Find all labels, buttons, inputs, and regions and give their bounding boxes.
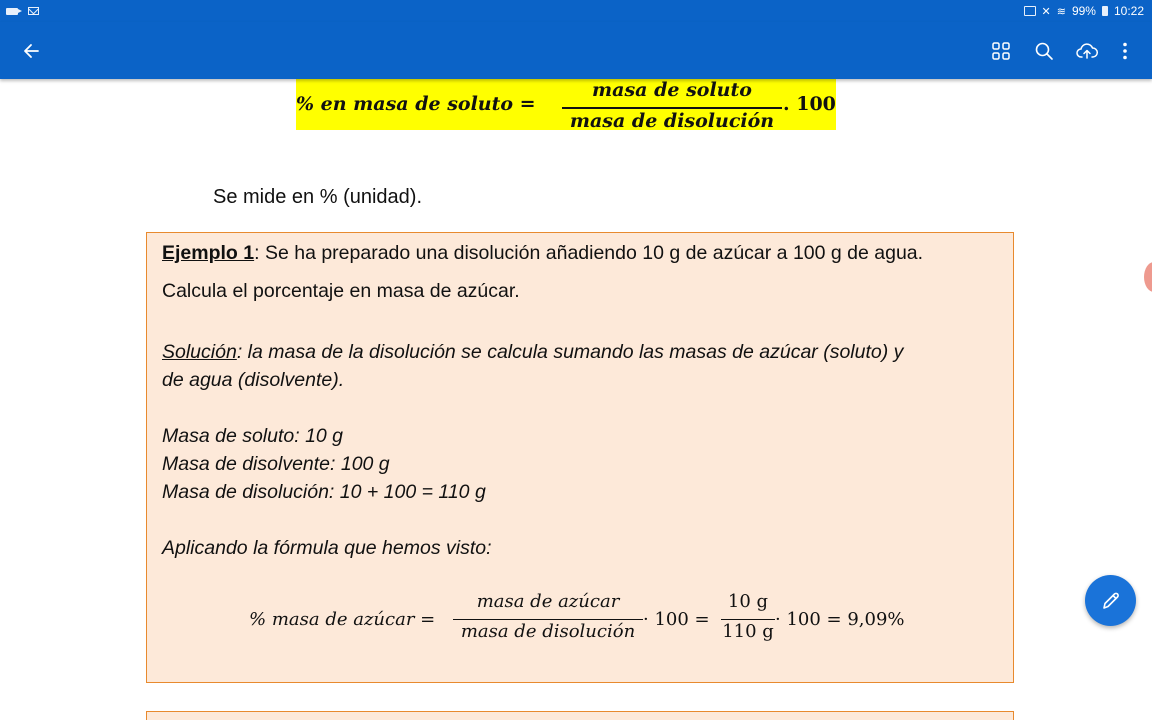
search-button[interactable] — [1030, 37, 1058, 65]
mute-icon: ✕ — [1041, 5, 1051, 18]
app-bar — [0, 22, 1152, 79]
status-bar — [0, 0, 1152, 22]
applying-formula-text: Aplicando la fórmula que hemos visto: — [162, 537, 492, 559]
more-options-button[interactable] — [1111, 37, 1139, 65]
solution-line1 — [162, 341, 903, 364]
status-left — [6, 7, 39, 15]
document-page[interactable] — [0, 79, 1152, 720]
cast-icon — [1024, 6, 1036, 16]
solution-label: Solución — [162, 341, 237, 363]
solution-line2: de agua (disolvente). — [162, 369, 345, 391]
fraction-2-numerator: 10 g — [727, 591, 769, 612]
grid-view-icon — [991, 41, 1011, 61]
example-title: Ejemplo 1 — [162, 242, 255, 264]
fraction-1-denominator: masa de disolución — [460, 621, 636, 642]
example-statement-line2: Calcula el porcentaje en masa de azúcar. — [162, 280, 520, 302]
search-icon — [1034, 41, 1054, 61]
mass-solvent: Masa de disolvente: 100 g — [162, 453, 390, 475]
status-right — [1024, 4, 1145, 18]
pencil-icon — [1100, 590, 1122, 612]
percent-mass-formula — [296, 79, 836, 130]
mass-solution: Masa de disolución: 10 + 100 = 110 g — [162, 481, 486, 503]
example-box — [146, 232, 1014, 683]
cloud-upload-button[interactable] — [1073, 37, 1101, 65]
cloud-upload-icon — [1076, 41, 1098, 61]
solution-text: : la masa de la disolución se calcula sumando las masas de azúcar (soluto) y — [236, 341, 904, 363]
mail-icon — [28, 7, 39, 15]
back-arrow-icon — [18, 38, 46, 64]
next-example-box — [146, 711, 1014, 720]
equation-result: · 100 = 9,09% — [775, 609, 905, 630]
formula-numerator: masa de soluto — [592, 79, 752, 101]
example-equation — [147, 591, 1015, 651]
formula-fraction-bar — [562, 107, 782, 109]
mass-solute: Masa de soluto: 10 g — [162, 425, 344, 447]
edit-fab-button[interactable] — [1085, 575, 1136, 626]
grid-view-button[interactable] — [987, 37, 1015, 65]
clock: 10:22 — [1113, 4, 1144, 18]
formula-denominator: masa de disolución — [569, 110, 775, 132]
equation-lhs: % masa de azúcar = — [249, 609, 436, 630]
example-statement: : Se ha preparado una disolución añadiendo 10 g de azúcar a 100 g de agua. — [254, 242, 924, 264]
more-vert-icon — [1122, 41, 1128, 61]
fraction-1-numerator: masa de azúcar — [476, 591, 620, 612]
wifi-icon: ≋ — [1056, 5, 1066, 18]
formula-multiplier: . 100 — [783, 93, 836, 115]
fraction-1-bar — [453, 619, 643, 620]
video-icon — [6, 8, 18, 15]
battery-percent: 99% — [1071, 4, 1096, 18]
unit-note: Se mide en % (unidad). — [213, 186, 423, 208]
formula-lhs: % en masa de soluto = — [296, 93, 536, 115]
equation-multiplier: · 100 = — [643, 609, 710, 630]
back-button[interactable] — [18, 38, 46, 64]
example-statement-line1 — [162, 242, 923, 265]
fraction-2-denominator: 110 g — [722, 621, 774, 642]
battery-icon — [1102, 6, 1108, 16]
fraction-2-bar — [721, 619, 775, 620]
